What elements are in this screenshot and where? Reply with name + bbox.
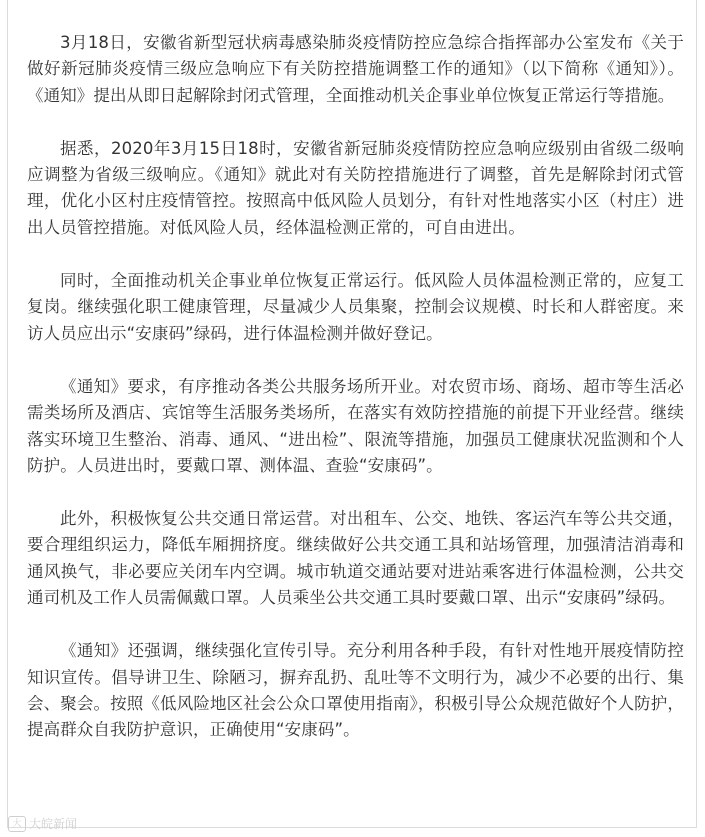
watermark [8, 815, 77, 832]
paragraph-2: 据悉，2020年3月15日18时，安徽省新冠肺炎疫情防控应急响应级别由省级二级响应调整为省级三级响应。《通知》就此对有关防控措施进行了调整，首先是解除封闭式管理，优化小区村庄疫情管控。按照高中低风险人员划分，有针对性地落实小区（村庄）进出人员管控措施。对低风险人员，经体温检测正常的，可自由进出。 [27, 138, 684, 237]
article-body [7, 0, 697, 828]
watermark-logo-icon: 大 [8, 816, 26, 832]
paragraph-5: 此外，积极恢复公共交通日常运营。对出租车、公交、地铁、客运汽车等公共交通，要合理组织运力，降低车厢拥挤度。继续做好公共交通工具和站场管理，加强清洁消毒和通风换气，非必要应关闭车内空调。城市轨道交通站要对进站乘客进行体温检测，公共交通司机及工作人员需佩戴口罩。人员乘坐公共交通工具时要戴口罩、出示“安康码”绿码。 [27, 509, 684, 608]
paragraph-4: 《通知》要求，有序推动各类公共服务场所开业。对农贸市场、商场、超市等生活必需类场所及酒店、宾馆等生活服务类场所，在落实有效防控措施的前提下开业经营。继续落实环境卫生整治、消毒、通风、“进出检”、限流等措施，加强员工健康状况监测和个人防护。人员进出时，要戴口罩、测体温、查验“安康码”。 [27, 376, 684, 475]
paragraph-3: 同时，全面推动机关企事业单位恢复正常运行。低风险人员体温检测正常的，应复工复岗。继续强化职工健康管理，尽量减少人员集聚，控制会议规模、时长和人群密度。来访人员应出示“安康码”绿码，进行体温检测并做好登记。 [27, 271, 684, 343]
watermark-text: 大皖新闻 [29, 817, 78, 831]
paragraph-1: 3月18日，安徽省新型冠状病毒感染肺炎疫情防控应急综合指挥部办公室发布《关于做好新冠肺炎疫情三级应急响应下有关防控措施调整工作的通知》（以下简称《通知》）。《通知》提出从即日起解除封闭式管理，全面推动机关企事业单位恢复正常运行等措施。 [27, 33, 684, 105]
paragraph-6: 《通知》还强调，继续强化宣传引导。充分利用各种手段，有针对性地开展疫情防控知识宣传。倡导讲卫生、除陋习，摒弃乱扔、乱吐等不文明行为，减少不必要的出行、集会、聚会。按照《低风险地区社会公众口罩使用指南》，积极引导公众规范做好个人防护，提高群众自我防护意识，正确使用“安康码”。 [27, 641, 684, 740]
